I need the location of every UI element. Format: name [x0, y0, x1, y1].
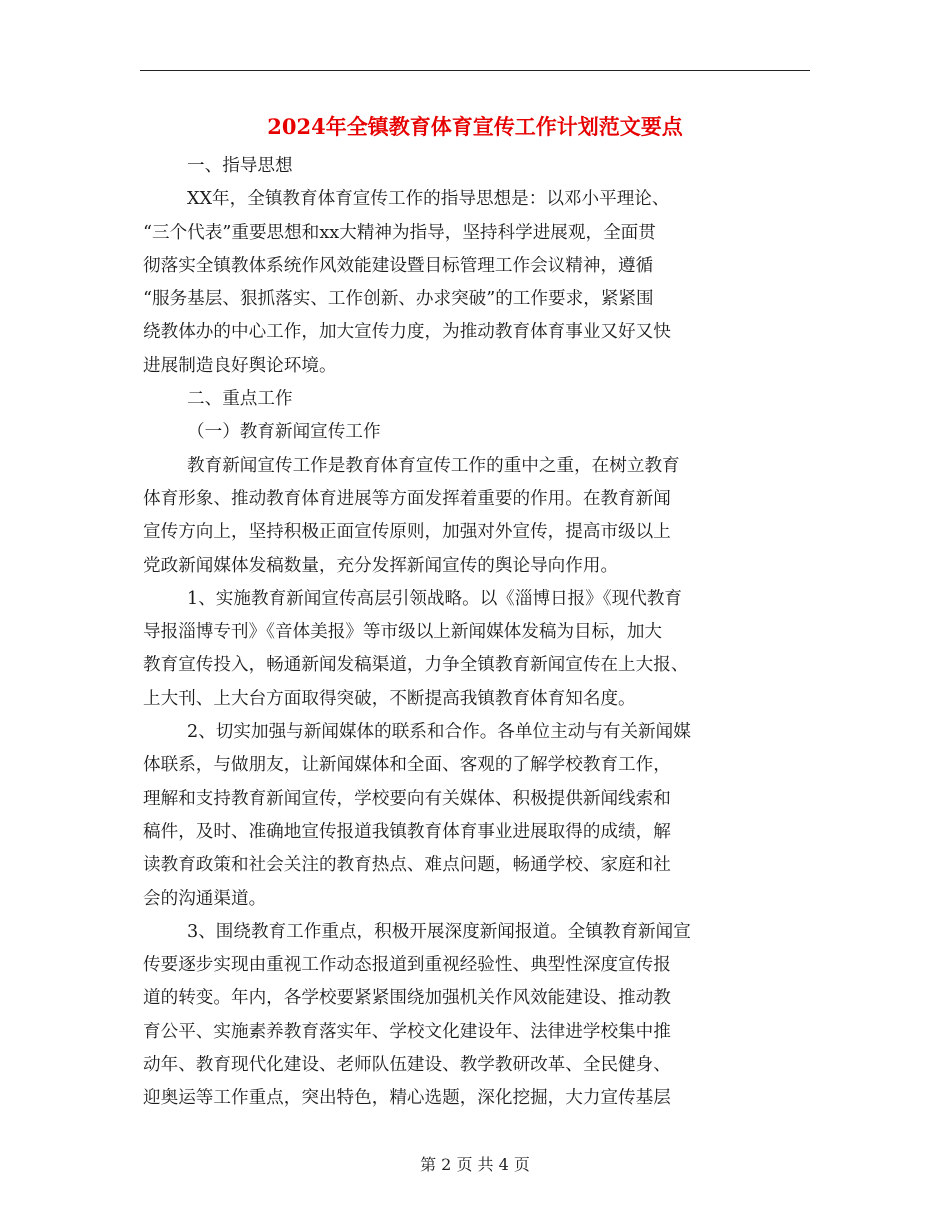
paragraph-line: 进展制造良好舆论环境。	[143, 355, 337, 376]
section-heading: 二、重点工作	[187, 389, 293, 410]
paragraph-line: 稿件，及时、准确地宣传报道我镇教育体育事业进展取得的成绩，解	[143, 821, 671, 842]
paragraph-line: 党政新闻媒体发稿数量，充分发挥新闻宣传的舆论导向作用。	[143, 555, 619, 576]
paragraph-line: 教育新闻宣传工作是教育体育宣传工作的重中之重，在树立教育	[187, 455, 680, 476]
paragraph-line: 宣传方向上，坚持积极正面宣传原则，加强对外宣传，提高市级以上	[143, 522, 671, 543]
paragraph-line: “服务基层、狠抓落实、工作创新、办求突破”的工作要求，紧紧围	[143, 289, 654, 310]
page-number: 第 2 页 共 4 页	[420, 1155, 530, 1174]
paragraph-line: 育公平、实施素养教育落实年、学校文化建设年、法律进学校集中推	[143, 1021, 671, 1042]
subsection-heading: （一）教育新闻宣传工作	[187, 422, 381, 443]
paragraph-line: 体育形象、推动教育体育进展等方面发挥着重要的作用。在教育新闻	[143, 488, 671, 509]
paragraph-line: 动年、教育现代化建设、老师队伍建设、教学教研改革、全民健身、	[143, 1055, 671, 1076]
paragraph-line: XX年，全镇教育体育宣传工作的指导思想是：以邓小平理论、	[187, 189, 670, 210]
paragraph-line: 上大刊、上大台方面取得突破，不断提高我镇教育体育知名度。	[143, 688, 636, 709]
paragraph-line: 彻落实全镇教体系统作风效能建设暨目标管理工作会议精神，遵循	[143, 255, 654, 276]
paragraph-line: 绕教体办的中心工作，加大宣传力度，为推动教育体育事业又好又快	[143, 322, 671, 343]
document-body	[143, 150, 807, 1116]
document-title: 2024年全镇教育体育宣传工作计划范文要点	[267, 114, 683, 139]
paragraph-line: 2、切实加强与新闻媒体的联系和合作。各单位主动与有关新闻媒	[187, 722, 691, 743]
header-rule	[140, 70, 810, 71]
paragraph-line: 会的沟通渠道。	[143, 888, 267, 909]
paragraph-line: 传要逐步实现由重视工作动态报道到重视经验性、典型性深度宣传报	[143, 955, 671, 976]
paragraph-line: 3、围绕教育工作重点，积极开展深度新闻报道。全镇教育新闻宣	[187, 921, 691, 942]
paragraph-line: “三个代表”重要思想和xx大精神为指导，坚持科学进展观，全面贯	[143, 222, 656, 243]
paragraph-line: 1、实施教育新闻宣传高层引领战略。以《淄博日报》《现代教育	[187, 588, 683, 609]
paragraph-line: 教育宣传投入，畅通新闻发稿渠道，力争全镇教育新闻宣传在上大报、	[143, 655, 689, 676]
paragraph-line: 导报淄博专刊》《音体美报》等市级以上新闻媒体发稿为目标，加大	[143, 622, 663, 643]
paragraph-line: 理解和支持教育新闻宣传，学校要向有关媒体、积极提供新闻线索和	[143, 788, 671, 809]
section-heading: 一、指导思想	[187, 156, 293, 176]
paragraph-line: 道的转变。年内，各学校要紧紧围绕加强机关作风效能建设、推动教	[143, 988, 671, 1009]
paragraph-line: 体联系，与做朋友，让新闻媒体和全面、客观的了解学校教育工作，	[143, 755, 671, 776]
paragraph-line: 迎奥运等工作重点，突出特色，精心选题，深化挖掘，大力宣传基层	[143, 1088, 671, 1109]
paragraph-line: 读教育政策和社会关注的教育热点、难点问题，畅通学校、家庭和社	[143, 855, 671, 876]
